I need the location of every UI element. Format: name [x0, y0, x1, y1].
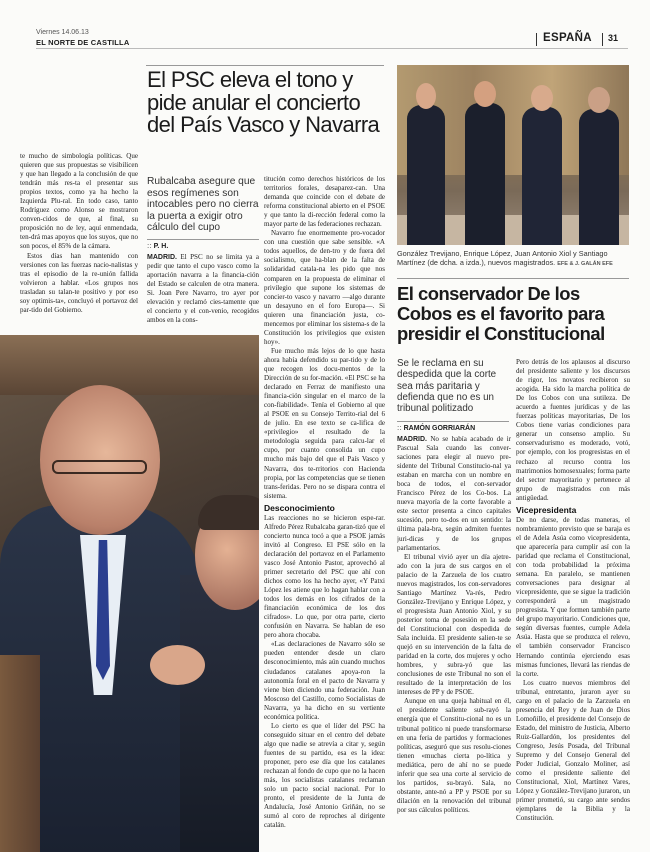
tc-headline: El conservador De los Cobos es el favorito para presidir el Constitucional [397, 283, 605, 344]
photo-credit: EFE & J. GALÁN EFE [557, 261, 613, 267]
tc-col2-p2: De no darse, de todas maneras, el nombramiento previsto que se baraja es el de Adela Asúa como vicepresidenta, que aparecería para cumplir así con la paridad que reclama el Constitucional, con toda probabilidad la próxima semana. En paralelo, se mantienen conversaciones para designar al vicepresidente, que se sigue la tradición corresponderá a un magistrado progresista. Y que formen también parte del grupo mayoritario. Condiciones que, según diversas fuentes, cumple Adela Asúa. Hasta que se produzca el relevo, el también conservador Francisco Hernando continúa ejerciendo esas mismas funciones, llevará las riendas de la corte. [516, 515, 630, 678]
photo-magistrate-2 [465, 103, 505, 245]
photo-magistrate-3-head [531, 85, 553, 111]
photo-hand [150, 645, 205, 685]
photo-congress [0, 335, 259, 852]
page-number: 31 [608, 33, 619, 43]
psc-col2 [264, 175, 385, 841]
tc-col1-lead: No se había acabado de ir Pascual Sala cuando las conver-saciones para elegir al nuevo pre-sidente del Tribunal Constitucio-nal ya estaban en marcha con un nombre en boca de todos, el con-servador Francisco Pérez de los Co-bos. La nueva mayoría de la corte favorable a este sector presenta a cinco capitales sucesión, pero to-dos en un sentido: la última pala-bra, según admiten fuentes juri-dicas y de los grupos parlamentarios. [397, 435, 511, 552]
psc-deck: Rubalcaba asegure que esos regímenes son intocables pero no cierra la puerta a exigir otro cálculo del cupo [147, 176, 259, 234]
photo-person-1-glasses [52, 460, 147, 474]
header-divider [536, 33, 537, 46]
tc-byline-rule [397, 421, 509, 422]
photo-magistrate-3 [522, 107, 562, 245]
tc-col2-lead: Pero detrás de los aplausos al discurso del presidente saliente y los discursos de rigor, los novatos recibieron su acogida. Ha sido la marcha política de De los Cobos con una sutileza. De acuerdo a fuentes jurídicas y de las fuerzas políticas mayoritarias, De los Cobos tiene varias condiciones para generar un consenso amplio. Su conservadurismo es moderado, votó, por ejemplo, con los progresistas en el rechazo al recurso contra los matrimonios homosexuales; forma parte del sector mayoritario y pertenece al grupo de magistrados con más antigüedad. [516, 358, 630, 502]
left-continuation-p2: Estos días han mantenido con versiones con las fuerzas nacio-nalistas y tras el episodio de la re-unión fallida volvieron a hablar. «Los grupos nos trasladan su talan-te positivo y por eso soy optimis-ta», concluyó el portavoz del par-tido del Gobierno. [20, 251, 138, 314]
photo-magistrate-1-head [416, 83, 436, 109]
photo-magistrate-2-head [474, 81, 496, 107]
photo-magistrate-4-head [588, 87, 610, 113]
tc-city: MADRID. [397, 436, 427, 443]
photo-bench [0, 335, 259, 395]
tc-col2-p3: Los cuatro nuevos miembros del tribunal, entretanto, juraron ayer su cargo en el palacio de la Zarzuela en presencia del Rey y de Juan de Dios Lomoñillo, el presidente del Consejo de Estado, del ministro de Justicia, Alberto Ruiz-Gallardón, los presidentes del Congreso, Jesús Posada, del Tribunal Supremo y del Consejo General del Poder Judicial, Gonzalo Moliner, así como el presidente saliente del Constitucional, Xiol, Martínez Vares, López y González-Trevijano juraron, un primer prometió, su cargo ante sendos ejemplares de la Biblia y la Constitución. [516, 678, 630, 823]
tc-top-rule [397, 278, 629, 279]
psc-top-rule [146, 65, 384, 66]
photo-desk [0, 655, 40, 852]
psc-byline [147, 243, 168, 250]
tc-col1 [397, 435, 511, 841]
tc-byline-marker: :: [397, 425, 404, 432]
psc-city: MADRID. [147, 254, 177, 261]
psc-col2-p3: Fue mucho más lejos de lo que hasta ahora había defendido su par-tido y de lo que recogen los docu-mentos de la Dirección de su for-mación. «El PSC se ha declarado en Ferraz de manifiesto una financia-ción singular en el marco de la con-fiabilidad». Tenía el Gobierno al que al PSOE en su Consejo Territo-rial del 6 de julio. En ese texto se ca-lifica de «privilegio» el resultado de la metodología seguida para calcu-lar el cupo, por cuanto consolida un cupo mucho más bajo del que el País Vasco y Navarra, dos te-rritorios con Hacienda propia, por las competencias que se tienen trans-feridas. Pero no se dispara contra el sistema. [264, 346, 385, 500]
photo-person-2-suit [180, 575, 259, 852]
psc-headline: El PSC eleva el tono y pide anular el concierto del País Vasco y Navarra [147, 67, 380, 137]
psc-col2-lead: titución como derechos históricos de los territorios forales, desaparez-can. Una demanda que coincide con el debate de reforma constitucional abierto en el PSOE y que tanto la di-rección federal como la mayor parte de las federaciones rechazan. [264, 175, 385, 229]
psc-byline-rule [147, 239, 259, 240]
psc-col2-p2: Navarro fue enormemente pro-vocador con una cuestión que sabe sensible. «A todos aquellos, de den-tro y de fuera del socialismo, que ha-blan de la falta de solidaridad catala-na les pido que nos comparen en la propuesta de eliminar el privilegio que supone los sistemas de concier-to vasco y navarro —algo durante un desayuno en el foro Europa—. Si quieren una financiación justa, co-mencemos por eliminar los sistema-s de la Constitución los privilegios que existen hoy». [264, 229, 385, 346]
psc-col2-p6: Lo cierto es que el líder del PSC ha conseguido situar en el centro del debate algo que nadie se atrevía a citar y, según fuentes de su partido, esa es la idea: proponer, pero ese día que los catalanes rechazan al fondo de cupo que no la hacen más, los socialistas catalanes reclaman solo un pacto social nacional. Por lo pronto, el presidente de la Junta de Andalucía, José Antonio Griñán, no se sumó al coro de reproches al dirigente catalán. [264, 721, 385, 830]
psc-col1 [147, 253, 259, 333]
byline-marker: :: [147, 243, 154, 250]
tc-col2 [516, 358, 630, 841]
psc-col2-p4: Las reacciones no se hicieron espe-rar. Alfredo Pérez Rubalcaba garan-tizó que el concierto nunca tocó a que a PSOE jamás invitó al Congreso. El PSE sólo en la declaración del portavoz en el Parlamento vasco José Antonio Pastor, aprovechó al primer secretario del PSC que ahí con dichos como los ha hecho ayer, «Y Patxi López les atiene que lo hagan hablar con a todos los demás en los cifrados de la financiación económica de los dos cifrados». Lo que, por otra parte, cierto confusión en Navarra. Se hablan de eso pero ahora chocaba. [264, 513, 385, 640]
header-rule [36, 48, 628, 49]
tc-col1-p3: Aunque en una queja habitual en él, el presidente saliente sub-rayó la energía que el Constitu-cional no es un tribunal político ni puede transformarse en una feria de partidos y formaciones políticas, aseguró que sus resolu-ciones tienen «muchas cierta po-lítica y mediática, pero de ahí no se puede inferir que sea una corte al servicio de los partidos, su-brayó. Sala, no obstante, ante-nó a PP y PSOE por su dilación en la renovación del tribunal por sus cálculos políticos. [397, 697, 511, 814]
section-label: ESPAÑA [543, 32, 592, 44]
psc-col2-p5: «Las declaraciones de Navarro sólo se pueden entender desde un claro desconocimiento, más aún cuando muchos ciudadanos catalanes apoya-ron la autonomía foral en el pacto de Navarra y viene bien diciendo una federación. Juan Moscoso del Castillo, como Socialistas de Navarra, ya ha dicho en su vertiente económica política. [264, 640, 385, 721]
header-newspaper: EL NORTE DE CASTILLA [36, 38, 130, 47]
header-divider-2 [602, 33, 603, 46]
tc-byline-name: RAMÓN GORRIARÁN [403, 425, 476, 432]
photo-caption-text: González Trevijano, Enrique López, Juan Antonio Xiol y Santiago Martínez (de dcha. a izda.), nuevos magistrados. [397, 249, 608, 267]
psc-subhead: Desconocimiento [264, 502, 335, 513]
left-continuation-p1: te mucho de simbología políticas. Que quieren que sus propuestas se visibilicen y que han llegado a la conclusión de que tendrán más res-ta el presentar sus propios textos, como ya ha hecho la Izquierda Plu-ral. En todo caso, tanto Rodríguez como Alonso se mostraron conven-cidos de que, al final, su proposición no de ley, aquí enmendada, ten-drá mas apoyos que los suyos, que no son pocos, el 85% de la cámara. [20, 152, 138, 251]
left-continuation [20, 152, 138, 332]
photo-person-2-hair [198, 495, 259, 530]
tc-subhead: Vicepresidenta [516, 504, 577, 515]
photo-magistrates [397, 65, 629, 245]
photo-magistrate-4 [579, 109, 619, 245]
header-date: Viernes 14.06.13 [36, 29, 89, 36]
tc-deck: Se le reclama en su despedida que la corte sea más paritaria y defienda que no es un tribunal politizado [397, 358, 497, 415]
psc-col1-lead: El PSC no se limita ya a pedir que tanto el cupo vasco como la aportación navarra a la financia-ción del Estado se calculen de otra manera. Si. Joan Pere Navarro, tro ayer por elevación y reclamó cies-tamente que el concierto y el con-venio, recogidos ambos en la cons- [147, 253, 259, 325]
photo-caption [397, 249, 629, 269]
tc-col1-p2: El tribunal vivió ayer un día ajetre-ado con la jura de sus cargos en el palacio de la Zarzuela de los cuatro nuevos magistrados, los con-servadores Santiago Martínez Va-rés, Pedro González-Trevijano y Enrique López, y el progresista Juan Antonio Xiol, y su posterior toma de posesión en la sede del Constitucional con despedida de Sala incluida. El presidente salien-te se quejó en su intervención de la falta de paridad en la corte, dos mujeres y ocho hombres, y subra-yó que las conclusiones de este Tribunal no son el resultado de la interpretación de los intereses de PP y de PSOE. [397, 552, 511, 697]
photo-magistrate-1 [407, 105, 445, 245]
tc-byline [397, 425, 475, 432]
psc-byline-name: P. H. [153, 243, 169, 250]
